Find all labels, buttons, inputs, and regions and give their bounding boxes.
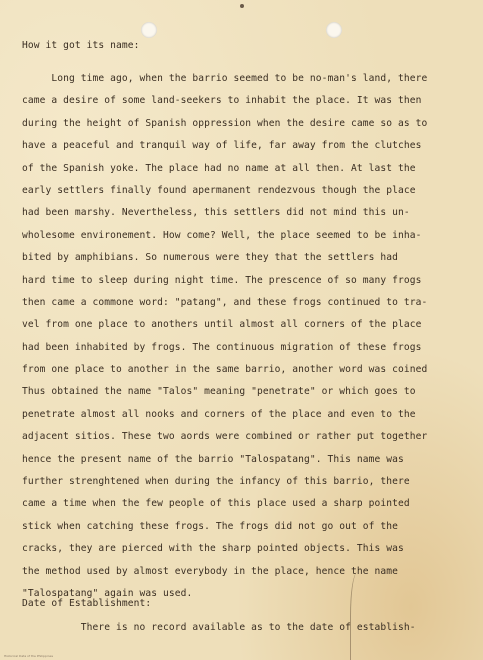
body-text-line: adjacent sitios. These two aords were combined or rather put together [22, 431, 428, 443]
section-heading-establishment: Date of Establishment: [22, 598, 152, 609]
body-text-line: of the Spanish yoke. The place had no name at all then. At last the [22, 162, 416, 174]
archive-footer: Historical Data of the Philippines [4, 654, 54, 658]
body-text-line: vel from one place to anothers until almost all corners of the place [22, 319, 422, 331]
body-text-line: during the height of Spanish oppression when the desire came so as to [22, 117, 428, 129]
body-text-line: the method used by almost everybody in the place, hence the name [22, 565, 399, 577]
body-text-line: then came a commone word: "patang", and these frogs continued to tra- [22, 296, 428, 308]
body-text-line: came a desire of some land-seekers to inhabit the place. It was then [22, 95, 422, 107]
paper-crease [350, 572, 365, 660]
body-text-line: hence the present name of the barrio "Talospatang". This name was [22, 453, 404, 465]
punch-hole-left [141, 22, 157, 38]
body-text-line: Long time ago, when the barrio seemed to be no-man's land, there [22, 73, 428, 84]
body-text-line: have a peaceful and tranquil way of life, far away from the clutches [22, 140, 422, 152]
body-text-line: further strenghtened when during the infancy of this barrio, there [22, 476, 410, 488]
body-text-line: wholesome environement. How come? Well, the place seemed to be inha- [22, 229, 422, 241]
section-heading-name: How it got its name: [22, 40, 140, 51]
body-text-line: cracks, they are pierced with the sharp pointed objects. This was [22, 543, 404, 555]
body-text-line: early settlers finally found apermanent rendezvous though the place [22, 184, 416, 196]
ink-dot [240, 4, 244, 8]
punch-hole-right [326, 22, 342, 38]
body-text-line: came a time when the few people of this place used a sharp pointed [22, 498, 410, 510]
body-text-line-last: There is no record available as to the date of establish- [22, 622, 416, 633]
body-text-line: had been inhabited by frogs. The continuous migration of these frogs [22, 341, 422, 353]
body-text [22, 68, 472, 605]
body-text-line: bited by amphibians. So numerous were they that the settlers had [22, 252, 399, 264]
body-text-line: penetrate almost all nooks and corners of the place and even to the [22, 408, 416, 420]
body-text-line: Thus obtained the name "Talos" meaning "penetrate" or which goes to [22, 386, 416, 398]
body-text-line: had been marshy. Nevertheless, this settlers did not mind this un- [22, 207, 410, 219]
body-text-line: from one place to another in the same barrio, another word was coined [22, 364, 428, 376]
body-text-line: "Talospatang" again was used. [22, 587, 193, 599]
body-text-line: hard time to sleep during night time. The prescence of so many frogs [22, 274, 422, 286]
body-text-line: stick when catching these frogs. The frogs did not go out of the [22, 520, 399, 532]
